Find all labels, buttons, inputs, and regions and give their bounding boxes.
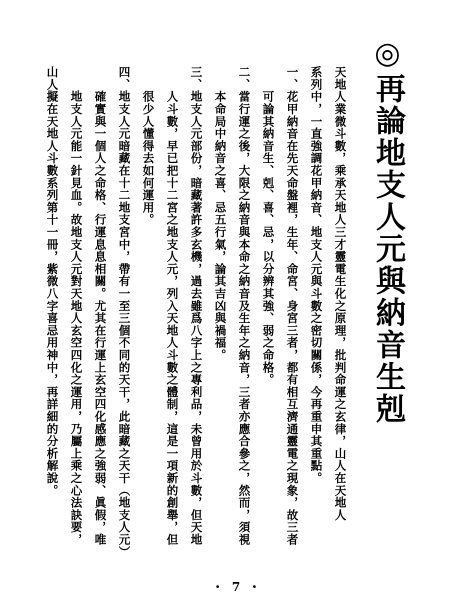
list-item-3-column-2: 人斗數，早已把十二宮之地支人元，列入天地人斗數之體制，這是一項新的創舉，但 — [165, 66, 180, 546]
list-item-4-column-3: 地支人元能一針見血。故地支人元對天地人玄空四化之運用，乃屬上乘之心法訣要， — [69, 66, 84, 546]
list-item-2-column-2: 本命局中納音之喜、忌五行氣，論其吉凶與禍福。 — [213, 66, 228, 362]
list-item-1-column-1: 一、花甲納音在先天命盤裡，生年、命宮、身宮三者，都有相互濟通靈電之現象，故三者 — [285, 66, 300, 546]
page-number: ・ 7 ・ — [211, 580, 263, 594]
list-item-3-column-3: 很少人懂得去如何運用。 — [141, 66, 156, 226]
paragraph-column-2: 系列中，一直強調花甲納音、地支人元與斗數之密切關係，今再重申其重點。 — [309, 66, 324, 485]
page-title: ◎再論地支人元與納音生剋 — [370, 36, 405, 425]
closing-paragraph-column: 山人擬在天地人斗數系列第十一冊，紫微八字喜忌用神中，再詳細的分析解說。 — [45, 66, 60, 497]
list-item-2-column-1: 二、當行運之後，大限之納音與本命之納音及生年之納音，三者亦應合參之，然而，須視 — [237, 66, 252, 546]
list-item-4-column-1: 四、地支人元暗藏在十二地支宮中，帶有一至三個不同的天干，此暗藏之天干（地支人元） — [117, 66, 132, 558]
list-item-3-column-1: 三、地支人元部份，暗藏著許多玄機，過去雖爲八字上之專利品，未曾用於斗數，但天地 — [189, 66, 204, 546]
list-item-1-column-2: 可論其納音生、剋、喜、忌，以分辨其強、弱之命格。 — [261, 66, 276, 386]
list-item-4-column-2: 確實與一個人之命格、行運息息相關。尤其在行運上玄空四化感應之強弱、眞假，唯 — [93, 66, 108, 546]
paragraph-column-1: 天地人業微斗數，乘承天地人三才靈電生化之原理，批判命運之玄律，山人在天地人 — [333, 66, 348, 522]
